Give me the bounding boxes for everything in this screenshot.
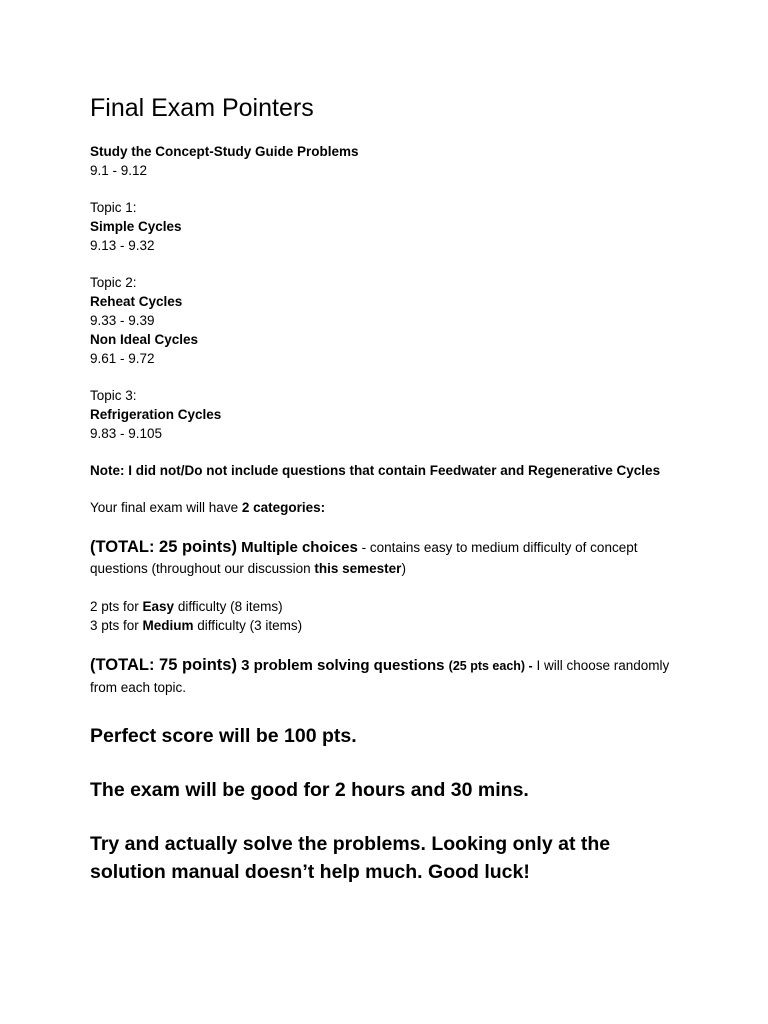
duration-line: The exam will be good for 2 hours and 30 mins.	[90, 779, 529, 801]
categories-prefix: Your final exam will have	[90, 500, 242, 515]
medium-suffix: difficulty (3 items)	[193, 618, 303, 633]
topic1-label: Topic 1:	[90, 200, 137, 215]
mc-description-bold: this semester	[314, 561, 402, 576]
topic1-name: Simple Cycles	[90, 219, 182, 234]
topic2-name-reheat: Reheat Cycles	[90, 294, 183, 309]
study-range: 9.1 - 9.12	[90, 163, 148, 178]
ps-total: (TOTAL: 75 points)	[90, 656, 237, 674]
mc-description-end: )	[401, 561, 406, 576]
mc-total: (TOTAL: 25 points)	[90, 538, 237, 556]
document-content	[90, 92, 690, 886]
easy-points-line	[90, 597, 690, 616]
topic3-range: 9.83 - 9.105	[90, 426, 163, 441]
topic2-name-nonideal: Non Ideal Cycles	[90, 332, 199, 347]
medium-points-line	[90, 616, 690, 635]
easy-suffix: difficulty (8 items)	[174, 599, 283, 614]
advice-line: Try and actually solve the problems. Looking only at the solution manual doesn’t help much. Good luck!	[90, 833, 611, 883]
categories-count: 2 categories:	[241, 500, 326, 515]
mc-title: Multiple choices	[236, 539, 358, 556]
medium-prefix: 3 pts for	[90, 618, 143, 633]
exclusion-note: Note: I did not/Do not include questions that contain Feedwater and Regenerative Cycles	[90, 463, 661, 478]
medium-label: Medium	[142, 618, 194, 633]
easy-label: Easy	[142, 599, 175, 614]
topic1-range: 9.13 - 9.32	[90, 238, 155, 253]
problem-solving-section	[90, 655, 690, 698]
topic2-range-reheat: 9.33 - 9.39	[90, 313, 155, 328]
easy-prefix: 2 pts for	[90, 599, 143, 614]
categories-line	[90, 498, 690, 517]
ps-title: 3 problem solving questions	[236, 657, 449, 674]
perfect-score-line: Perfect score will be 100 pts.	[90, 725, 357, 747]
topic3-name: Refrigeration Cycles	[90, 407, 222, 422]
mc-description: - contains easy to medium difficulty of concept questions (throughout our discussion	[90, 540, 638, 576]
ps-each: (25 pts each) -	[448, 659, 533, 673]
topic2-label: Topic 2:	[90, 275, 137, 290]
multiple-choice-section	[90, 537, 690, 579]
page-title: Final Exam Pointers	[90, 94, 314, 122]
topic2-range-nonideal: 9.61 - 9.72	[90, 351, 155, 366]
ps-description: I will choose randomly from each topic.	[90, 658, 670, 695]
study-heading: Study the Concept-Study Guide Problems	[90, 144, 359, 159]
topic3-label: Topic 3:	[90, 388, 137, 403]
